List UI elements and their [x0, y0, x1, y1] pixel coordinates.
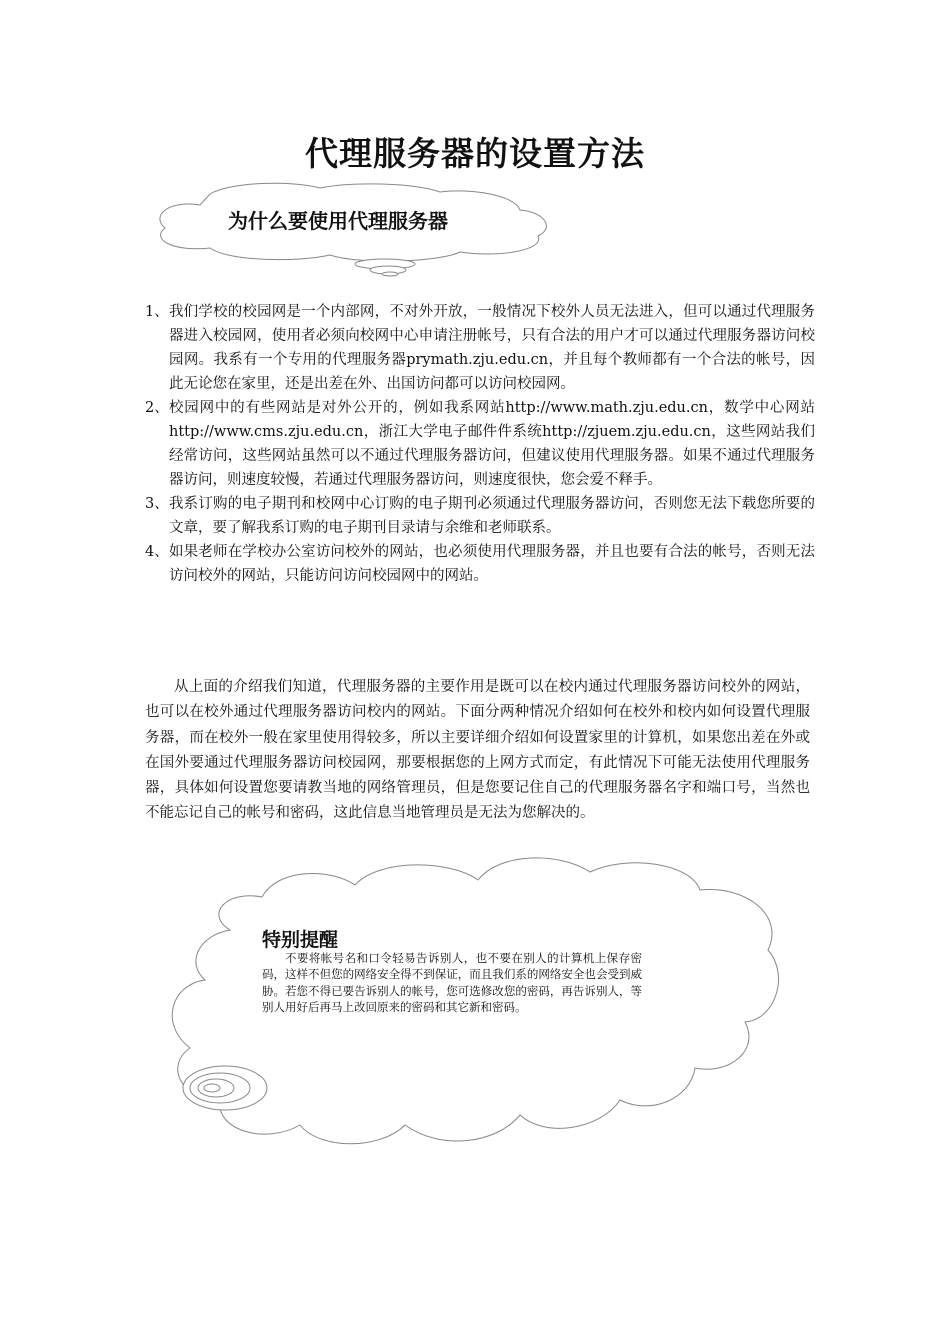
- list-item: [145, 396, 815, 492]
- list-item: [145, 540, 815, 588]
- list-item-text: 如果老师在学校办公室访问校外的网站，也必须使用代理服务器，并且也要有合法的帐号，否则无法访问校外的网站，只能访问访问校园网中的网站。: [169, 544, 815, 584]
- reminder-body: 不要将帐号名和口令轻易告诉别人，也不要在别人的计算机上保存密码，这样不但您的网络安全得不到保证，而且我们系的网络安全也会受到威胁。若您不得已要告诉别人的帐号，您可选修改您的密码，再告诉别人，等别人用好后再马上改回原来的密码和其它新和密码。: [262, 951, 642, 1015]
- list-item: [145, 300, 815, 396]
- list-item-text: 我们学校的校园网是一个内部网，不对外开放，一般情况下校外人员无法进入，但可以通过代理服务器进入校园网，使用者必须向校网中心申请注册帐号，只有合法的用户才可以通过代理服务器访问校园网。我系有一个专用的代理服务器prymath.zju.edu.cn，并且每个教师都有一个合法的帐号，因此无论您在家里，还是出差在外、出国访问都可以访问校园网。: [169, 304, 815, 392]
- list-item: [145, 492, 815, 540]
- list-item-number: 2、: [145, 400, 169, 416]
- list-item-number: 3、: [145, 496, 169, 512]
- reminder-title: 特别提醒: [262, 929, 339, 951]
- list-item-text: 我系订购的电子期刊和校网中心订购的电子期刊必须通过代理服务器访问，否则您无法下载您所要的文章，要了解我系订购的电子期刊目录请与余维和老师联系。: [169, 496, 815, 536]
- page-title: 代理服务器的设置方法: [305, 134, 645, 173]
- list-item-number: 1、: [145, 304, 169, 320]
- section-heading: 为什么要使用代理服务器: [228, 209, 448, 233]
- reasons-list: [145, 300, 815, 588]
- list-item-number: 4、: [145, 544, 169, 560]
- intro-paragraph: 从上面的介绍我们知道，代理服务器的主要作用是既可以在校内通过代理服务器访问校外的网站，也可以在校外通过代理服务器访问校内的网站。下面分两种情况介绍如何在校外和校内如何设置代理服务器，而在校外一般在家里使用得较多，所以主要详细介绍如何设置家里的计算机，如果您出差在外或在国外要通过代理服务器访问校园网，那要根据您的上网方式而定，有此情况下可能无法使用代理服务器，具体如何设置您要请教当地的网络管理员，但是您要记住自己的代理服务器名字和端口号，当然也不能忘记自己的帐号和密码，这此信息当地管理员是无法为您解决的。: [145, 679, 810, 822]
- list-item-text: 校园网中的有些网站是对外公开的，例如我系网站http://www.math.zju.edu.cn，数学中心网站http://www.cms.zju.edu.cn，浙江大学电子邮件件系统http://zjuem.zju.edu.cn，这些网站我们经常访问，这些网站虽然可以不通过代理服务器访问，但建议使用代理服务器。如果不通过代理服务器访问，则速度较慢，若通过代理服务器访问，则速度很快，您会爱不释手。: [169, 400, 815, 488]
